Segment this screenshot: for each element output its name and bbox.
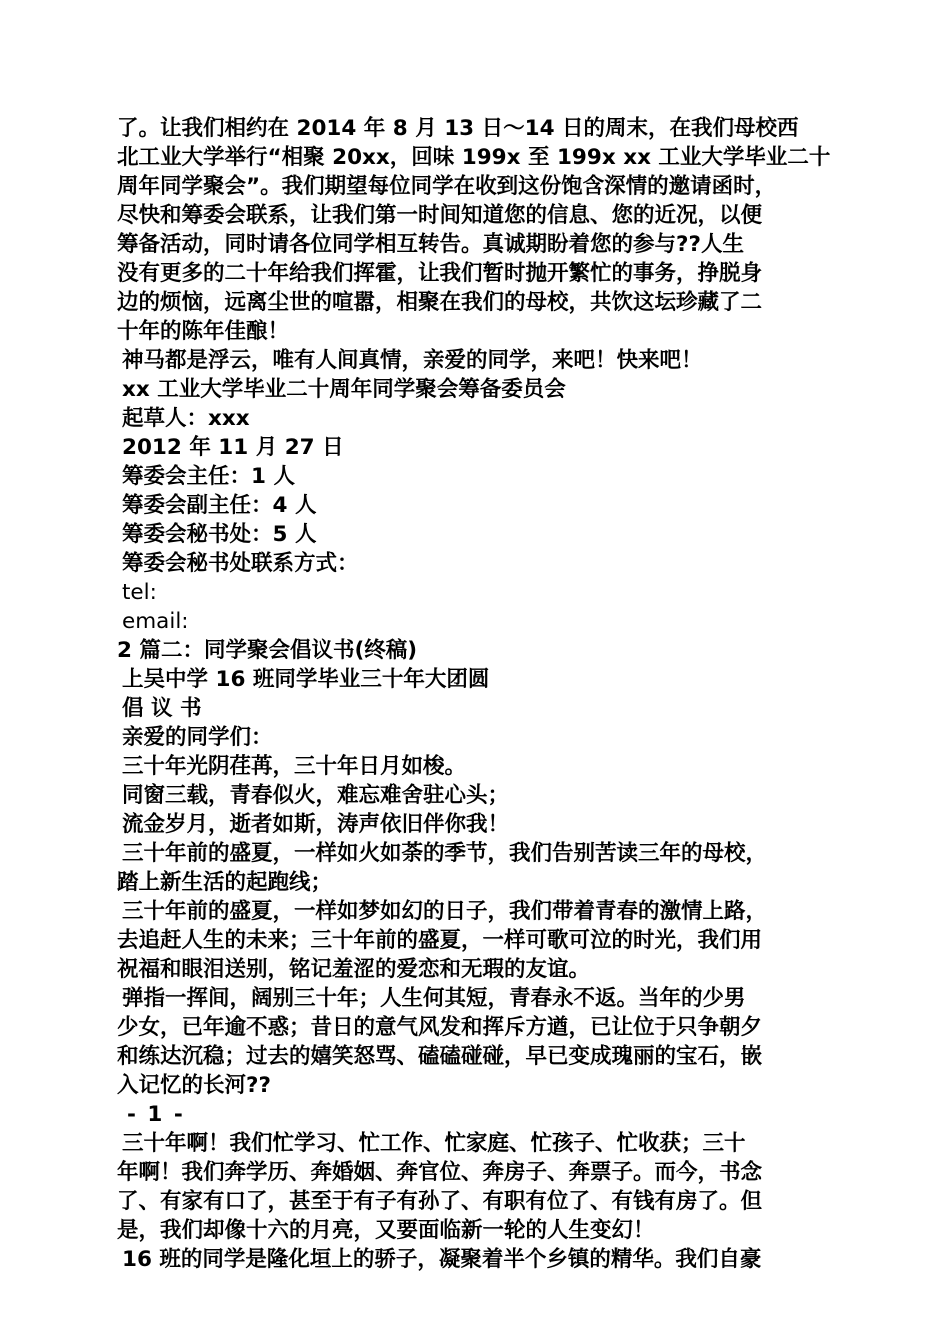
text-line: 边的烦恼，远离尘世的喧嚣，相聚在我们的母校，共饮这坛珍藏了二 — [117, 290, 763, 315]
text-line: 十年的陈年佳酿！ — [117, 319, 290, 344]
text-line: 和练达沉稳；过去的嬉笑怒骂、磕磕碰碰，早已变成瑰丽的宝石，嵌 — [117, 1044, 763, 1069]
text-line: 祝福和眼泪送别，铭记羞涩的爱恋和无瑕的友谊。 — [117, 957, 591, 982]
text-line: 三十年光阴荏苒，三十年日月如梭。 — [122, 754, 467, 779]
text-line: 2012 年 11 月 27 日 — [122, 435, 344, 460]
text-line: email: — [122, 609, 189, 634]
text-line: 了。让我们相约在 2014 年 8 月 13 日～14 日的周末，在我们母校西 — [117, 116, 799, 141]
document-page — [117, 114, 837, 1274]
text-line: 2 篇二：同学聚会倡议书(终稿) — [117, 638, 418, 663]
text-line: 尽快和筹委会联系，让我们第一时间知道您的信息、您的近况，以便 — [117, 203, 763, 228]
text-line: 没有更多的二十年给我们挥霍，让我们暂时抛开繁忙的事务，挣脱身 — [117, 261, 763, 286]
text-line: 弹指一挥间，阔别三十年；人生何其短，青春永不返。当年的少男 — [122, 986, 746, 1011]
text-line: 入记忆的长河?? — [117, 1073, 271, 1098]
text-line: 亲爱的同学们： — [122, 725, 273, 750]
text-line: tel: — [122, 580, 157, 605]
text-line: 神马都是浮云，唯有人间真情，亲爱的同学，来吧！快来吧！ — [122, 348, 703, 373]
text-line: 年啊！我们奔学历、奔婚姻、奔官位、奔房子、奔票子。而今，书念 — [117, 1160, 763, 1185]
text-line: 上吴中学 16 班同学毕业三十年大团圆 — [122, 667, 490, 692]
text-line: 筹委会秘书处联系方式： — [122, 551, 359, 576]
text-line: 少女，已年逾不惑；昔日的意气风发和挥斥方遒，已让位于只争朝夕 — [117, 1015, 763, 1040]
text-line: 踏上新生活的起跑线； — [117, 870, 333, 895]
text-line: 三十年前的盛夏，一样如火如荼的季节，我们告别苦读三年的母校， — [122, 841, 768, 866]
text-line: 筹委会秘书处：5 人 — [122, 522, 317, 547]
text-line: 周年同学聚会”。我们期望每位同学在收到这份饱含深情的邀请函时， — [117, 174, 777, 199]
text-line: 流金岁月，逝者如斯，涛声依旧伴你我！ — [122, 812, 510, 837]
text-line: 筹委会主任：1 人 — [122, 464, 295, 489]
text-line: 筹备活动，同时请各位同学相互转告。真诚期盼着您的参与??人生 — [117, 232, 744, 257]
text-line: 起草人：xxx — [122, 406, 250, 431]
text-line: 三十年前的盛夏，一样如梦如幻的日子，我们带着青春的激情上路， — [122, 899, 768, 924]
text-line: 三十年啊！我们忙学习、忙工作、忙家庭、忙孩子、忙收获；三十 — [122, 1131, 746, 1156]
page-number: - 1 - — [127, 1102, 185, 1127]
text-line: 了、有家有口了，甚至于有子有孙了、有职有位了、有钱有房了。但 — [117, 1189, 763, 1214]
text-line: 同窗三载，青春似火，难忘难舍驻心头； — [122, 783, 510, 808]
text-line: 北工业大学举行“相聚 20xx，回味 199x 至 199x xx 工业大学毕业二十 — [117, 145, 831, 170]
text-line: xx 工业大学毕业二十周年同学聚会筹备委员会 — [122, 377, 566, 402]
text-line: 倡 议 书 — [122, 696, 202, 721]
text-line: 去追赶人生的未来；三十年前的盛夏，一样可歌可泣的时光，我们用 — [117, 928, 763, 953]
text-line: 筹委会副主任：4 人 — [122, 493, 317, 518]
text-line: 16 班的同学是隆化垣上的骄子，凝聚着半个乡镇的精华。我们自豪 — [122, 1247, 762, 1272]
text-line: 是，我们却像十六的月亮，又要面临新一轮的人生变幻！ — [117, 1218, 655, 1243]
